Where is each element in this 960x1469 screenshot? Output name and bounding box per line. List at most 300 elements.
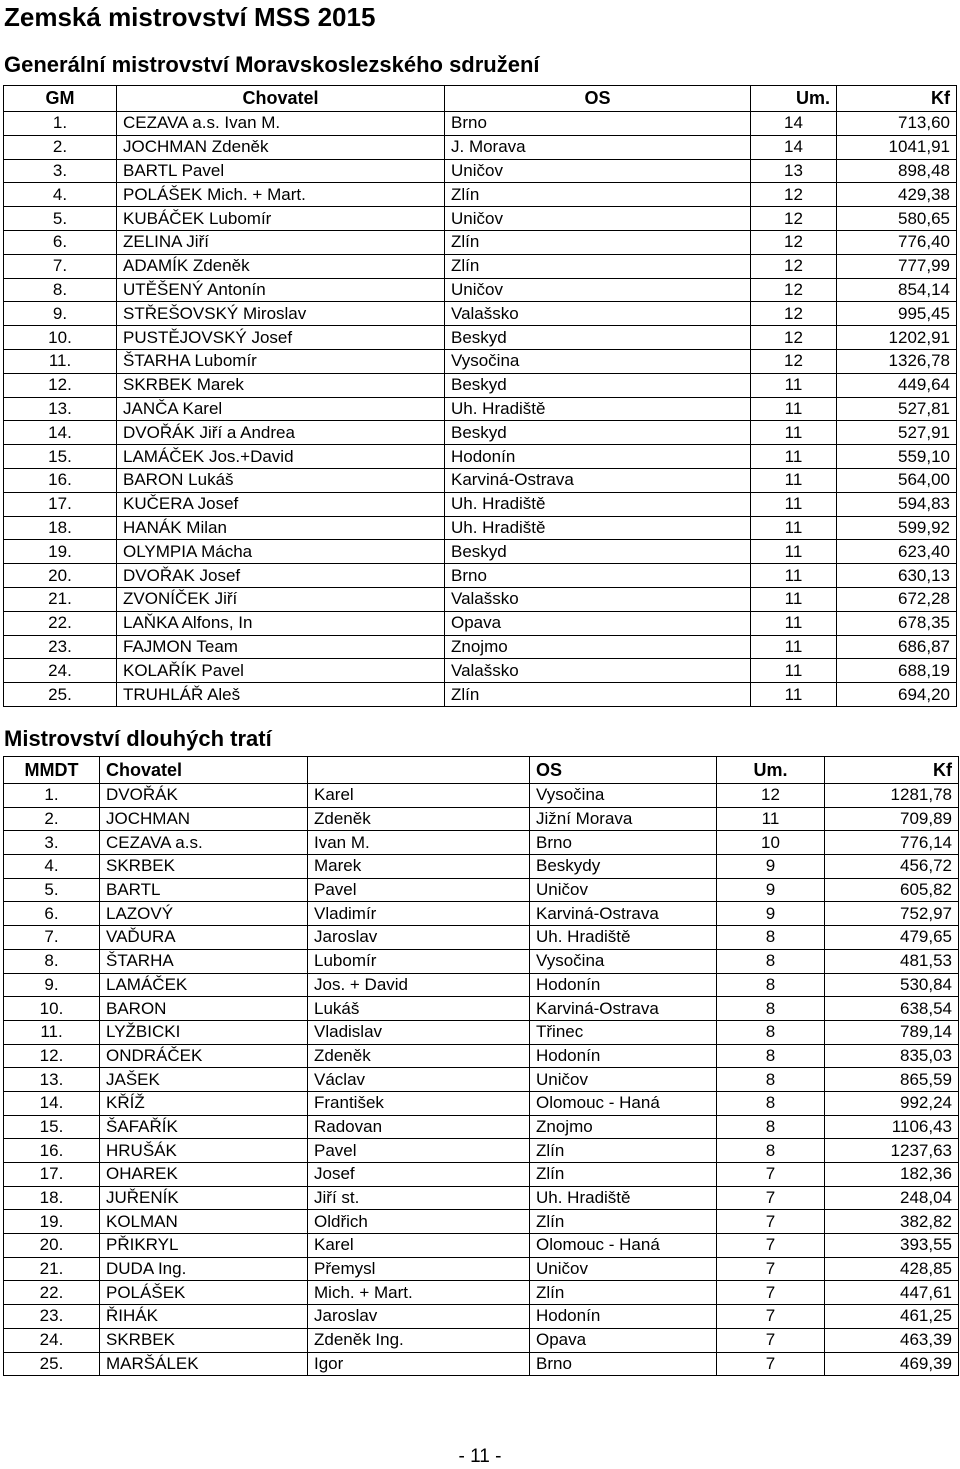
table-cell: 2.: [4, 807, 100, 831]
table-cell: MARŠÁLEK: [100, 1352, 308, 1376]
table-cell: SKRBEK: [100, 855, 308, 879]
table-cell: Karel: [308, 784, 530, 808]
table-cell: 865,59: [825, 1068, 959, 1092]
table-row: [4, 1352, 959, 1376]
table-cell: Brno: [445, 112, 751, 136]
table-cell: SKRBEK: [100, 1328, 308, 1352]
table-cell: KOLAŘÍK Pavel: [117, 659, 445, 683]
table-cell: 21.: [4, 587, 117, 611]
table-cell: 23.: [4, 635, 117, 659]
table-cell: 11: [717, 807, 825, 831]
table-cell: 479,65: [825, 926, 959, 950]
table-cell: Hodonín: [530, 1044, 717, 1068]
table-cell: Uničov: [445, 207, 751, 231]
table-cell: 447,61: [825, 1281, 959, 1305]
table-cell: 672,28: [837, 587, 957, 611]
table-cell: František: [308, 1091, 530, 1115]
table-cell: 1106,43: [825, 1115, 959, 1139]
table-cell: 13.: [4, 1068, 100, 1092]
table-cell: 429,38: [837, 183, 957, 207]
table-cell: Uh. Hradiště: [445, 397, 751, 421]
table-cell: 24.: [4, 659, 117, 683]
table-cell: ŘIHÁK: [100, 1305, 308, 1329]
table-cell: VAĎURA: [100, 926, 308, 950]
table-cell: 630,13: [837, 564, 957, 588]
table-cell: BARTL: [100, 878, 308, 902]
table-row: [4, 1234, 959, 1258]
table-cell: 8: [717, 949, 825, 973]
table-cell: Zlín: [530, 1281, 717, 1305]
table-row: [4, 997, 959, 1021]
table-row: [4, 807, 959, 831]
table-cell: Valašsko: [445, 587, 751, 611]
table-cell: Josef: [308, 1163, 530, 1187]
table-row: [4, 159, 957, 183]
table-cell: Karviná-Ostrava: [445, 468, 751, 492]
table-cell: POLÁŠEK: [100, 1281, 308, 1305]
table-cell: 463,39: [825, 1328, 959, 1352]
table-cell: 8.: [4, 949, 100, 973]
table-cell: 9: [717, 902, 825, 926]
table-cell: DVOŘÁK: [100, 784, 308, 808]
table-cell: ONDRÁČEK: [100, 1044, 308, 1068]
table-cell: 248,04: [825, 1186, 959, 1210]
table-cell: 11: [751, 683, 837, 707]
table-cell: 709,89: [825, 807, 959, 831]
table-cell: 24.: [4, 1328, 100, 1352]
table-cell: 15.: [4, 1115, 100, 1139]
table-cell: 835,03: [825, 1044, 959, 1068]
table-cell: 789,14: [825, 1020, 959, 1044]
table-cell: Přemysl: [308, 1257, 530, 1281]
table-cell: 9: [717, 855, 825, 879]
table-cell: Pavel: [308, 878, 530, 902]
table-cell: UTĚŠENÝ Antonín: [117, 278, 445, 302]
table-cell: Jaroslav: [308, 1305, 530, 1329]
table-cell: Jižní Morava: [530, 807, 717, 831]
table-cell: 14: [751, 112, 837, 136]
table-cell: Ivan M.: [308, 831, 530, 855]
section-title-long-distance: Mistrovství dlouhých tratí: [4, 726, 272, 751]
table-cell: 12: [751, 326, 837, 350]
column-header: [308, 757, 530, 784]
table-cell: Uničov: [530, 1068, 717, 1092]
table-cell: ŠTARHA: [100, 949, 308, 973]
table-cell: 686,87: [837, 635, 957, 659]
table-cell: FAJMON Team: [117, 635, 445, 659]
table-cell: 16.: [4, 1139, 100, 1163]
table-cell: 8.: [4, 278, 117, 302]
table-cell: 10.: [4, 326, 117, 350]
table-cell: Uničov: [445, 278, 751, 302]
table-cell: 992,24: [825, 1091, 959, 1115]
table-cell: 1281,78: [825, 784, 959, 808]
table-cell: 25.: [4, 1352, 100, 1376]
table-cell: 481,53: [825, 949, 959, 973]
table-cell: 599,92: [837, 516, 957, 540]
table-cell: 22.: [4, 1281, 100, 1305]
table-cell: Opava: [445, 611, 751, 635]
table-cell: 20.: [4, 564, 117, 588]
table-cell: 12: [751, 302, 837, 326]
table-row: [4, 1139, 959, 1163]
table-header-row: [4, 86, 957, 112]
table-cell: Třinec: [530, 1020, 717, 1044]
table-cell: Hodonín: [530, 1305, 717, 1329]
table-cell: Beskydy: [530, 855, 717, 879]
table-cell: Brno: [530, 831, 717, 855]
table-cell: 456,72: [825, 855, 959, 879]
table-row: [4, 302, 957, 326]
table-cell: Karviná-Ostrava: [530, 902, 717, 926]
table-cell: 3.: [4, 159, 117, 183]
table-row: [4, 207, 957, 231]
table-cell: 449,64: [837, 373, 957, 397]
table-cell: 8: [717, 1020, 825, 1044]
table-row: [4, 135, 957, 159]
table-cell: 594,83: [837, 492, 957, 516]
column-header: Chovatel: [117, 86, 445, 112]
table-cell: 8: [717, 997, 825, 1021]
table-cell: STŘEŠOVSKÝ Miroslav: [117, 302, 445, 326]
table-cell: 23.: [4, 1305, 100, 1329]
table-cell: 20.: [4, 1234, 100, 1258]
column-header: GM: [4, 86, 117, 112]
table-row: [4, 635, 957, 659]
table-cell: BARON: [100, 997, 308, 1021]
table-cell: 22.: [4, 611, 117, 635]
table-cell: 776,14: [825, 831, 959, 855]
table-cell: 12: [751, 207, 837, 231]
table-cell: Uh. Hradiště: [445, 516, 751, 540]
table-cell: 11: [751, 659, 837, 683]
table-cell: 469,39: [825, 1352, 959, 1376]
table-cell: 3.: [4, 831, 100, 855]
table-cell: 9.: [4, 973, 100, 997]
table-cell: Beskyd: [445, 373, 751, 397]
table-cell: 18.: [4, 1186, 100, 1210]
table-cell: JUŘENÍK: [100, 1186, 308, 1210]
table-cell: Opava: [530, 1328, 717, 1352]
table-cell: 777,99: [837, 254, 957, 278]
table-cell: Igor: [308, 1352, 530, 1376]
table-cell: 8: [717, 926, 825, 950]
table-row: [4, 373, 957, 397]
table-cell: Zlín: [445, 254, 751, 278]
table-cell: 995,45: [837, 302, 957, 326]
table-cell: 8: [717, 973, 825, 997]
table-row: [4, 230, 957, 254]
table-row: [4, 902, 959, 926]
table-cell: 393,55: [825, 1234, 959, 1258]
table-cell: ADAMÍK Zdeněk: [117, 254, 445, 278]
table-cell: 7.: [4, 926, 100, 950]
table-cell: Vysočina: [530, 784, 717, 808]
table-cell: Marek: [308, 855, 530, 879]
table-cell: 776,40: [837, 230, 957, 254]
table-cell: Uh. Hradiště: [530, 926, 717, 950]
table-cell: 8: [717, 1068, 825, 1092]
table-cell: Pavel: [308, 1139, 530, 1163]
general-championship-table: [3, 85, 957, 707]
table-cell: Valašsko: [445, 659, 751, 683]
table-cell: Hodonín: [530, 973, 717, 997]
table-cell: 17.: [4, 1163, 100, 1187]
table-cell: 11.: [4, 349, 117, 373]
table-cell: Brno: [445, 564, 751, 588]
table-row: [4, 421, 957, 445]
table-row: [4, 1257, 959, 1281]
table-cell: KUČERA Josef: [117, 492, 445, 516]
table-cell: 12: [751, 254, 837, 278]
table-cell: 14: [751, 135, 837, 159]
table-cell: PUSTĚJOVSKÝ Josef: [117, 326, 445, 350]
table-cell: 12: [717, 784, 825, 808]
table-cell: 7: [717, 1281, 825, 1305]
table-cell: 527,91: [837, 421, 957, 445]
page-number: - 11 -: [458, 1446, 502, 1467]
table-row: [4, 1115, 959, 1139]
table-cell: Uh. Hradiště: [530, 1186, 717, 1210]
table-row: [4, 254, 957, 278]
table-cell: ŠAFAŘÍK: [100, 1115, 308, 1139]
table-cell: OLYMPIA Mácha: [117, 540, 445, 564]
table-cell: 12: [751, 230, 837, 254]
table-cell: Vladislav: [308, 1020, 530, 1044]
table-cell: 382,82: [825, 1210, 959, 1234]
table-row: [4, 611, 957, 635]
table-cell: 10.: [4, 997, 100, 1021]
long-distance-table: [3, 756, 959, 1376]
table-cell: 678,35: [837, 611, 957, 635]
table-cell: 17.: [4, 492, 117, 516]
table-cell: KŘÍŽ: [100, 1091, 308, 1115]
table-cell: Vysočina: [530, 949, 717, 973]
table-cell: Jos. + David: [308, 973, 530, 997]
table-cell: Znojmo: [530, 1115, 717, 1139]
table-cell: 12: [751, 183, 837, 207]
table-row: [4, 326, 957, 350]
table-cell: Zlín: [445, 183, 751, 207]
table-row: [4, 1091, 959, 1115]
table-cell: 1326,78: [837, 349, 957, 373]
table-cell: 564,00: [837, 468, 957, 492]
table-cell: 11: [751, 516, 837, 540]
table-cell: LAŇKA Alfons, In: [117, 611, 445, 635]
table-cell: JOCHMAN Zdeněk: [117, 135, 445, 159]
table-cell: 623,40: [837, 540, 957, 564]
table-cell: 8: [717, 1091, 825, 1115]
table-cell: Valašsko: [445, 302, 751, 326]
column-header: MMDT: [4, 757, 100, 784]
table-cell: 9.: [4, 302, 117, 326]
table-cell: 6.: [4, 230, 117, 254]
table-cell: TRUHLÁŘ Aleš: [117, 683, 445, 707]
table-cell: CEZAVA a.s. Ivan M.: [117, 112, 445, 136]
table-cell: 638,54: [825, 997, 959, 1021]
column-header: Um.: [751, 86, 837, 112]
table-row: [4, 1044, 959, 1068]
table-cell: 7: [717, 1328, 825, 1352]
column-header: Kf: [825, 757, 959, 784]
table-cell: Olomouc - Haná: [530, 1234, 717, 1258]
table-cell: 5.: [4, 878, 100, 902]
table-cell: 8: [717, 1115, 825, 1139]
table-cell: HANÁK Milan: [117, 516, 445, 540]
table-row: [4, 973, 959, 997]
table-cell: 6.: [4, 902, 100, 926]
table-cell: 11: [751, 445, 837, 469]
table-row: [4, 1210, 959, 1234]
table-header-row: [4, 757, 959, 784]
table-cell: 12.: [4, 1044, 100, 1068]
table-cell: 12: [751, 349, 837, 373]
table-cell: Vladimír: [308, 902, 530, 926]
table-cell: 898,48: [837, 159, 957, 183]
table-cell: BARON Lukáš: [117, 468, 445, 492]
table-row: [4, 540, 957, 564]
column-header: OS: [530, 757, 717, 784]
table-row: [4, 183, 957, 207]
table-cell: 11: [751, 611, 837, 635]
table-cell: 1.: [4, 784, 100, 808]
table-row: [4, 784, 959, 808]
table-cell: 7: [717, 1163, 825, 1187]
table-cell: 11: [751, 564, 837, 588]
table-cell: Brno: [530, 1352, 717, 1376]
table-row: [4, 112, 957, 136]
table-cell: 8: [717, 1139, 825, 1163]
table-cell: 13: [751, 159, 837, 183]
table-row: [4, 1281, 959, 1305]
table-cell: 4.: [4, 855, 100, 879]
column-header: Chovatel: [100, 757, 308, 784]
table-cell: 16.: [4, 468, 117, 492]
table-cell: ZELINA Jiří: [117, 230, 445, 254]
table-cell: JOCHMAN: [100, 807, 308, 831]
table-cell: 752,97: [825, 902, 959, 926]
table-cell: LAZOVÝ: [100, 902, 308, 926]
table-row: [4, 659, 957, 683]
table-cell: JANČA Karel: [117, 397, 445, 421]
table-cell: Oldřich: [308, 1210, 530, 1234]
table-cell: LYŽBICKI: [100, 1020, 308, 1044]
table-cell: 11: [751, 492, 837, 516]
table-cell: 1237,63: [825, 1139, 959, 1163]
table-cell: 11: [751, 635, 837, 659]
table-cell: Mich. + Mart.: [308, 1281, 530, 1305]
table-row: [4, 564, 957, 588]
table-cell: Jiří st.: [308, 1186, 530, 1210]
table-cell: 428,85: [825, 1257, 959, 1281]
table-cell: Václav: [308, 1068, 530, 1092]
table-cell: Vysočina: [445, 349, 751, 373]
table-row: [4, 949, 959, 973]
table-cell: BARTL Pavel: [117, 159, 445, 183]
table-cell: Uničov: [445, 159, 751, 183]
page-title: Zemská mistrovství MSS 2015: [4, 2, 376, 32]
table-cell: Beskyd: [445, 540, 751, 564]
table-cell: 461,25: [825, 1305, 959, 1329]
table-cell: 1202,91: [837, 326, 957, 350]
table-cell: HRUŠÁK: [100, 1139, 308, 1163]
table-cell: 7: [717, 1234, 825, 1258]
table-cell: Karel: [308, 1234, 530, 1258]
table-cell: LAMÁČEK Jos.+David: [117, 445, 445, 469]
table-cell: Beskyd: [445, 326, 751, 350]
table-cell: 7: [717, 1210, 825, 1234]
table-cell: 11: [751, 397, 837, 421]
table-cell: 854,14: [837, 278, 957, 302]
table-cell: ŠTARHA Lubomír: [117, 349, 445, 373]
table-cell: 713,60: [837, 112, 957, 136]
table-cell: Zdeněk: [308, 1044, 530, 1068]
table-row: [4, 1305, 959, 1329]
table-row: [4, 1186, 959, 1210]
table-cell: 530,84: [825, 973, 959, 997]
table-cell: Zlín: [530, 1139, 717, 1163]
table-cell: Zlín: [445, 683, 751, 707]
table-row: [4, 683, 957, 707]
table-cell: 688,19: [837, 659, 957, 683]
table-cell: Lubomír: [308, 949, 530, 973]
table-cell: 13.: [4, 397, 117, 421]
table-cell: Znojmo: [445, 635, 751, 659]
table-cell: Jaroslav: [308, 926, 530, 950]
table-cell: 559,10: [837, 445, 957, 469]
table-cell: 19.: [4, 540, 117, 564]
table-cell: 7.: [4, 254, 117, 278]
column-header: Um.: [717, 757, 825, 784]
table-cell: 527,81: [837, 397, 957, 421]
table-row: [4, 516, 957, 540]
table-cell: POLÁŠEK Mich. + Mart.: [117, 183, 445, 207]
table-cell: 14.: [4, 421, 117, 445]
table-cell: 605,82: [825, 878, 959, 902]
table-cell: ZVONÍČEK Jiří: [117, 587, 445, 611]
table-cell: Beskyd: [445, 421, 751, 445]
table-cell: 11.: [4, 1020, 100, 1044]
table-cell: JAŠEK: [100, 1068, 308, 1092]
table-cell: 14.: [4, 1091, 100, 1115]
table-row: [4, 878, 959, 902]
table-cell: 12.: [4, 373, 117, 397]
table-row: [4, 855, 959, 879]
table-cell: 15.: [4, 445, 117, 469]
table-cell: Uh. Hradiště: [445, 492, 751, 516]
table-cell: 21.: [4, 1257, 100, 1281]
table-cell: KOLMAN: [100, 1210, 308, 1234]
table-cell: 2.: [4, 135, 117, 159]
table-cell: SKRBEK Marek: [117, 373, 445, 397]
table-cell: 12: [751, 278, 837, 302]
table-cell: 18.: [4, 516, 117, 540]
table-cell: DVOŘÁK Jiří a Andrea: [117, 421, 445, 445]
table-row: [4, 349, 957, 373]
column-header: OS: [445, 86, 751, 112]
table-cell: Zdeněk Ing.: [308, 1328, 530, 1352]
table-row: [4, 397, 957, 421]
section-title-general: Generální mistrovství Moravskoslezského sdružení: [4, 52, 540, 77]
table-row: [4, 926, 959, 950]
table-cell: 7: [717, 1186, 825, 1210]
table-cell: OHAREK: [100, 1163, 308, 1187]
table-cell: Zdeněk: [308, 807, 530, 831]
table-cell: 9: [717, 878, 825, 902]
table-cell: Uničov: [530, 878, 717, 902]
table-cell: 182,36: [825, 1163, 959, 1187]
table-cell: Radovan: [308, 1115, 530, 1139]
